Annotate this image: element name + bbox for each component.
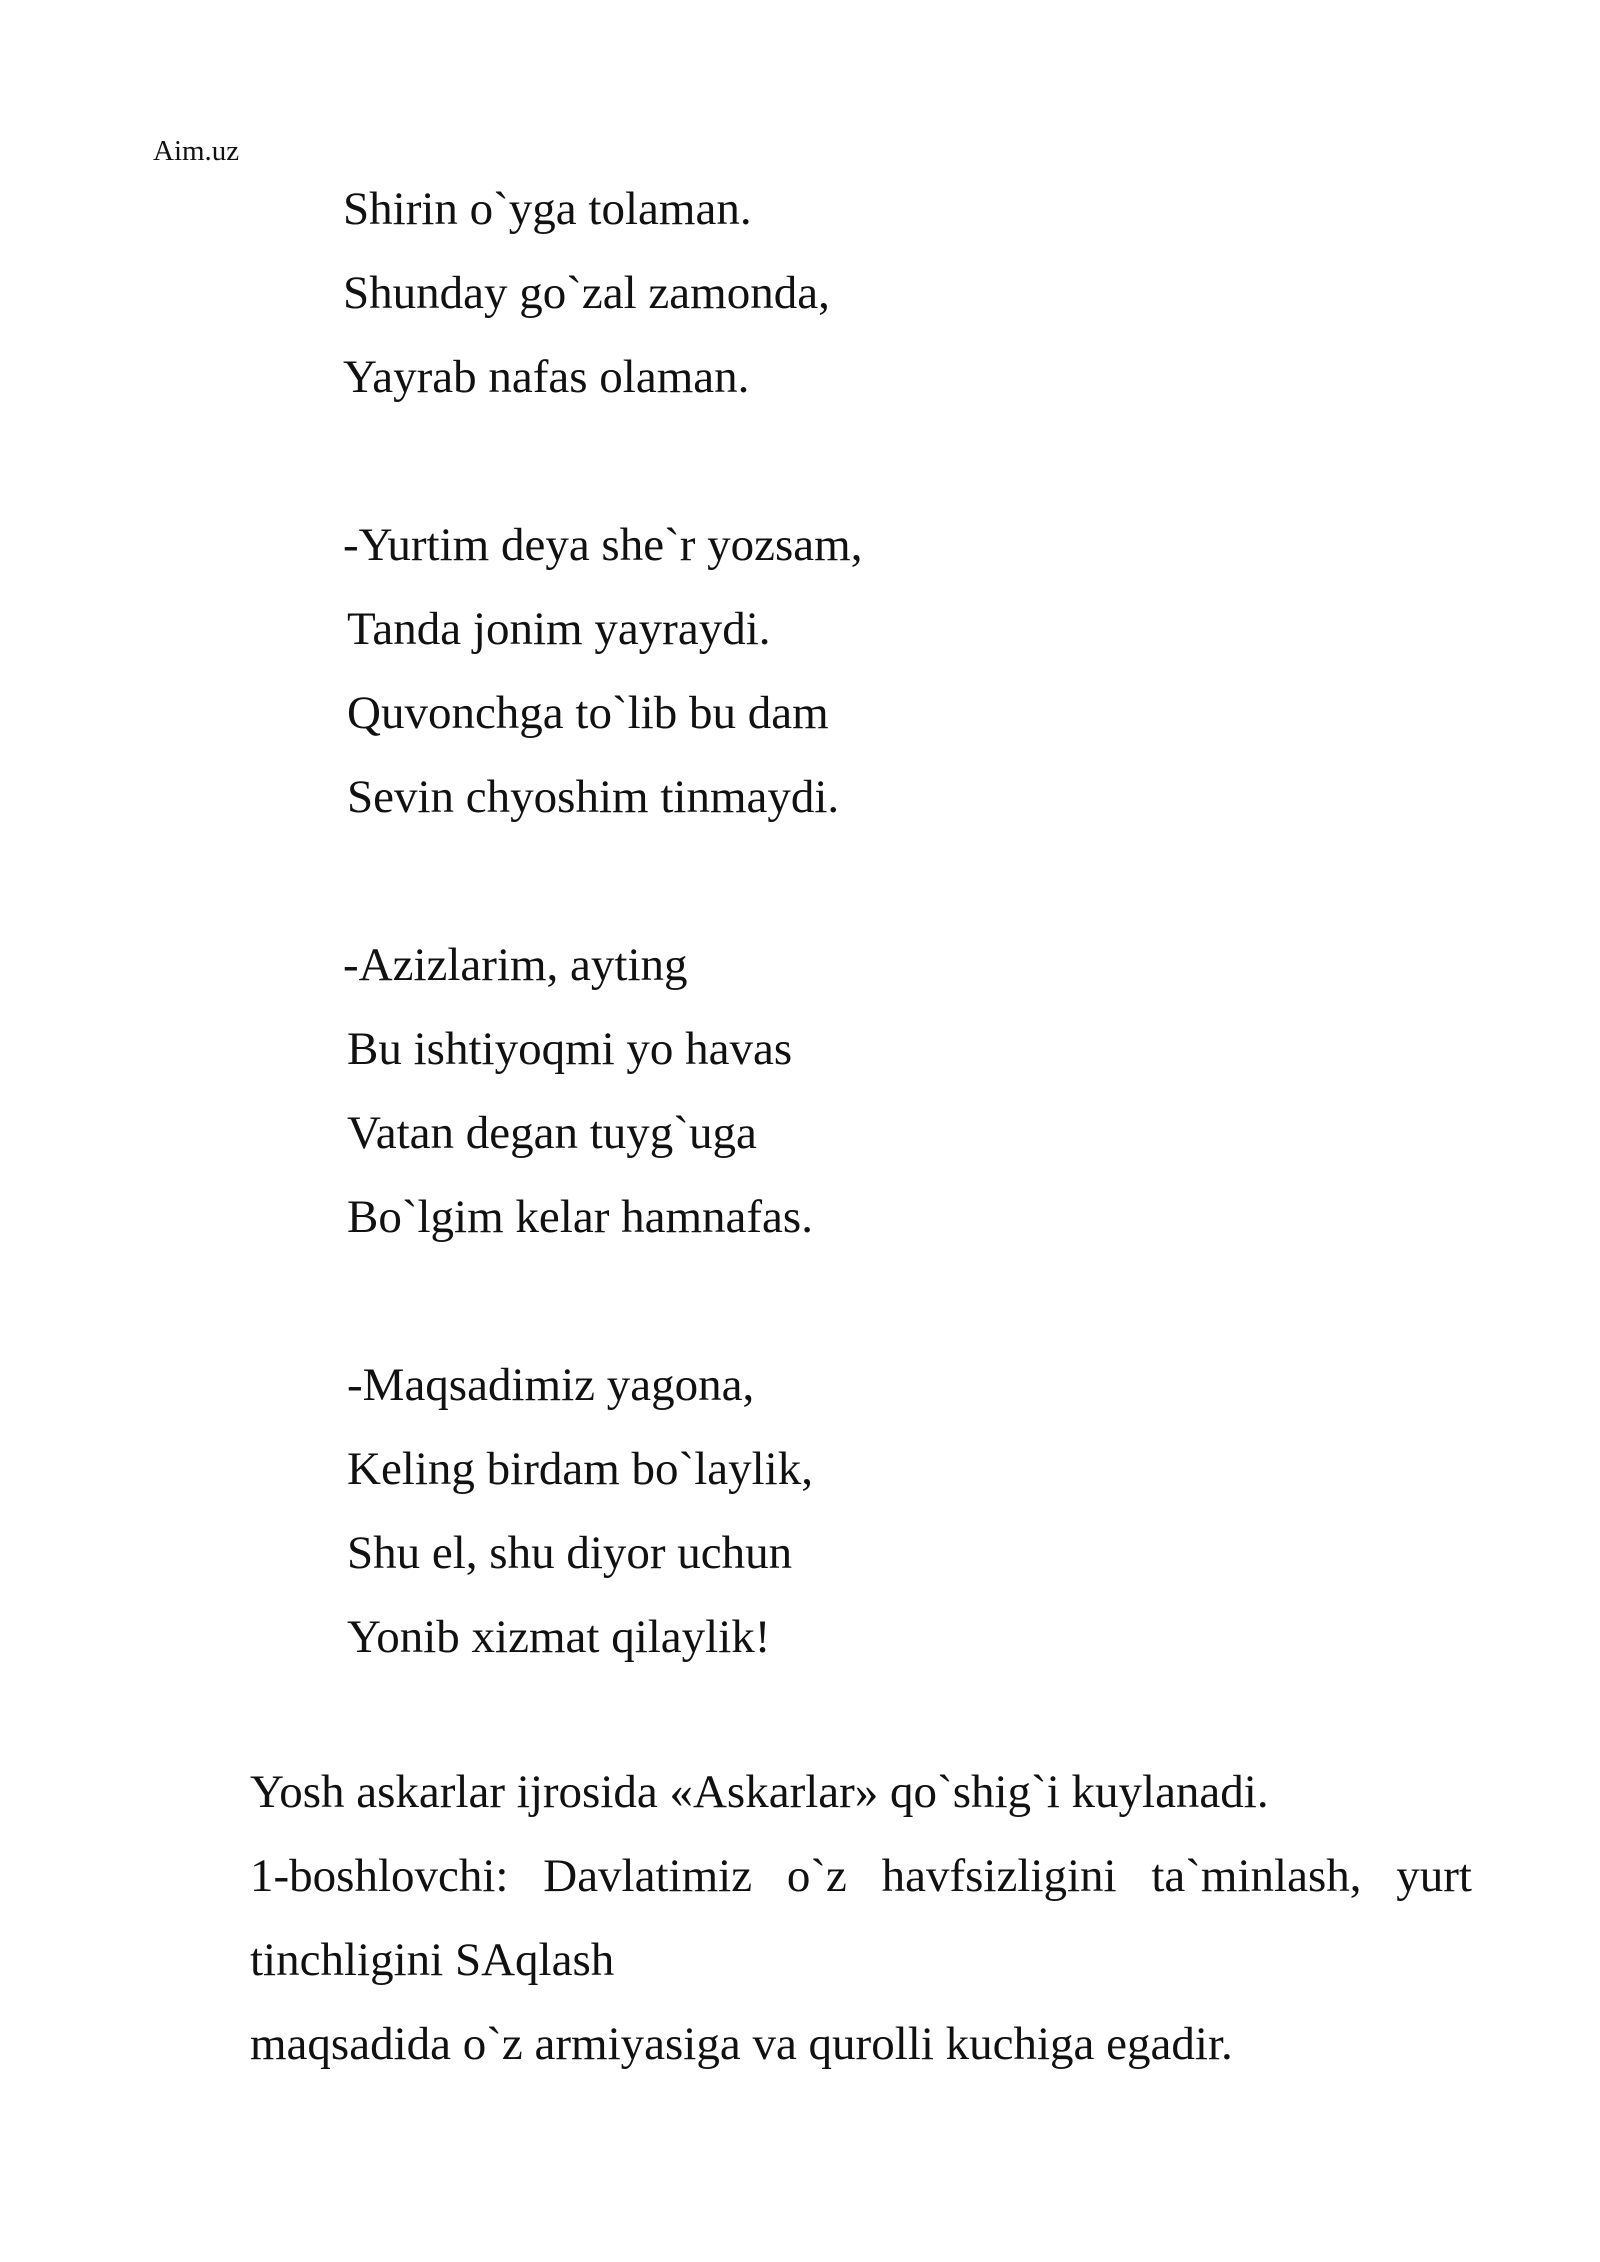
poem-line: Shirin o`yga tolaman. [343, 183, 752, 235]
poem [343, 167, 1493, 1679]
poem-line: -Maqsadimiz yagona, [347, 1359, 755, 1411]
poem-line: Shu el, shu diyor uchun [347, 1527, 793, 1579]
poem-stanza-2 [343, 503, 1493, 839]
announcement-text: Yosh askarlar ijrosida «Askarlar» qo`shig`i kuylanadi. [250, 1766, 1269, 1818]
poem-stanza-3 [343, 923, 1493, 1259]
poem-stanza-1 [343, 167, 1493, 419]
poem-line: Quvonchga to`lib bu dam [347, 687, 829, 739]
poem-line: Yonib xizmat qilaylik! [347, 1611, 771, 1663]
poem-line: Yayrab nafas olaman. [343, 351, 750, 403]
poem-line: Shunday go`zal zamonda, [343, 267, 830, 319]
site-watermark: Aim.uz [153, 135, 240, 167]
host-line: 1-boshlovchi: Davlatimiz o`z havfsizligini ta`minlash, yurt [250, 1850, 1472, 1902]
poem-stanza-4 [343, 1343, 1493, 1679]
poem-line: Bo`lgim kelar hamnafas. [347, 1191, 813, 1243]
poem-line: Keling birdam bo`laylik, [347, 1443, 813, 1495]
poem-line: -Azizlarim, ayting [343, 939, 688, 991]
host-line: maqsadida o`z armiyasiga va qurolli kuchiga egadir. [250, 2018, 1233, 2070]
poem-line: Tanda jonim yayraydi. [347, 603, 771, 655]
poem-line: Bu ishtiyoqmi yo havas [347, 1023, 793, 1075]
poem-line: Sevin chyoshim tinmaydi. [347, 771, 840, 823]
poem-line: Vatan degan tuyg`uga [347, 1107, 757, 1159]
prose-section [250, 1750, 1472, 2086]
host-line: tinchligini SAqlash [250, 1934, 615, 1986]
poem-line: -Yurtim deya she`r yozsam, [343, 519, 863, 571]
